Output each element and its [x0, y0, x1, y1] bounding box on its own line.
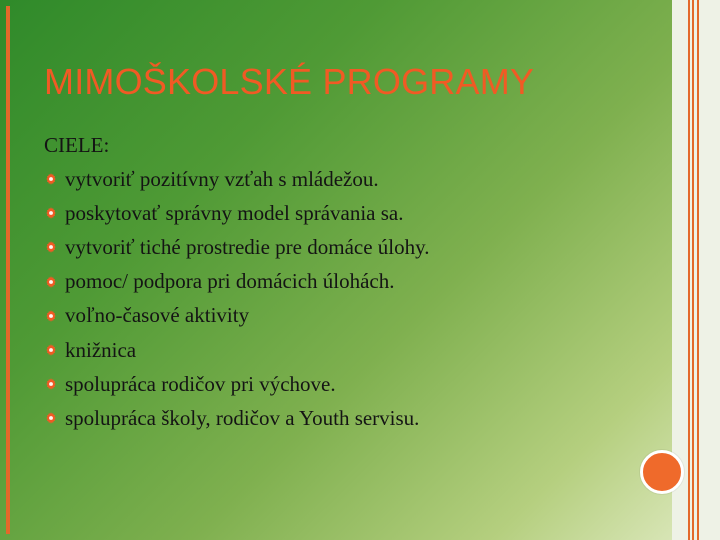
bullet-item: [44, 367, 644, 401]
gear-bullet-icon: [44, 240, 58, 254]
bullet-text: poskytovať správny model správania sa.: [65, 200, 404, 225]
right-accent-rule-middle: [692, 0, 694, 540]
gear-bullet-icon: [44, 343, 58, 357]
bullet-item: [44, 401, 644, 435]
right-accent-rule-outer: [688, 0, 690, 540]
gear-bullet-icon: [44, 172, 58, 186]
bullet-item: [44, 265, 644, 299]
bullet-text: voľno-časové aktivity: [65, 303, 250, 328]
bullet-item: [44, 299, 644, 333]
gear-bullet-icon: [44, 275, 58, 289]
bullet-text: knižnica: [65, 337, 137, 362]
bullet-item: [44, 230, 644, 264]
bullet-text: vytvoriť tiché prostredie pre domáce úlohy.: [65, 234, 430, 259]
bullet-text: spolupráca rodičov pri výchove.: [65, 371, 336, 396]
gear-bullet-icon: [44, 411, 58, 425]
slide-title: MIMOŠKOLSKÉ PROGRAMY: [44, 61, 535, 102]
bullet-text: vytvoriť pozitívny vzťah s mládežou.: [65, 166, 379, 191]
right-accent-rule-inner: [697, 0, 699, 540]
left-accent-rule: [6, 6, 10, 534]
decorative-orange-circle: [640, 450, 684, 494]
bullet-text: pomoc/ podpora pri domácich úlohách.: [65, 269, 395, 294]
bullet-item: [44, 333, 644, 367]
gear-bullet-icon: [44, 206, 58, 220]
bullet-item: [44, 196, 644, 230]
bullet-text: spolupráca školy, rodičov a Youth servisu.: [65, 405, 420, 430]
gear-bullet-icon: [44, 309, 58, 323]
bullet-item: [44, 162, 644, 196]
goals-heading: CIELE:: [44, 133, 110, 157]
gear-bullet-icon: [44, 377, 58, 391]
slide-body: [44, 128, 644, 436]
